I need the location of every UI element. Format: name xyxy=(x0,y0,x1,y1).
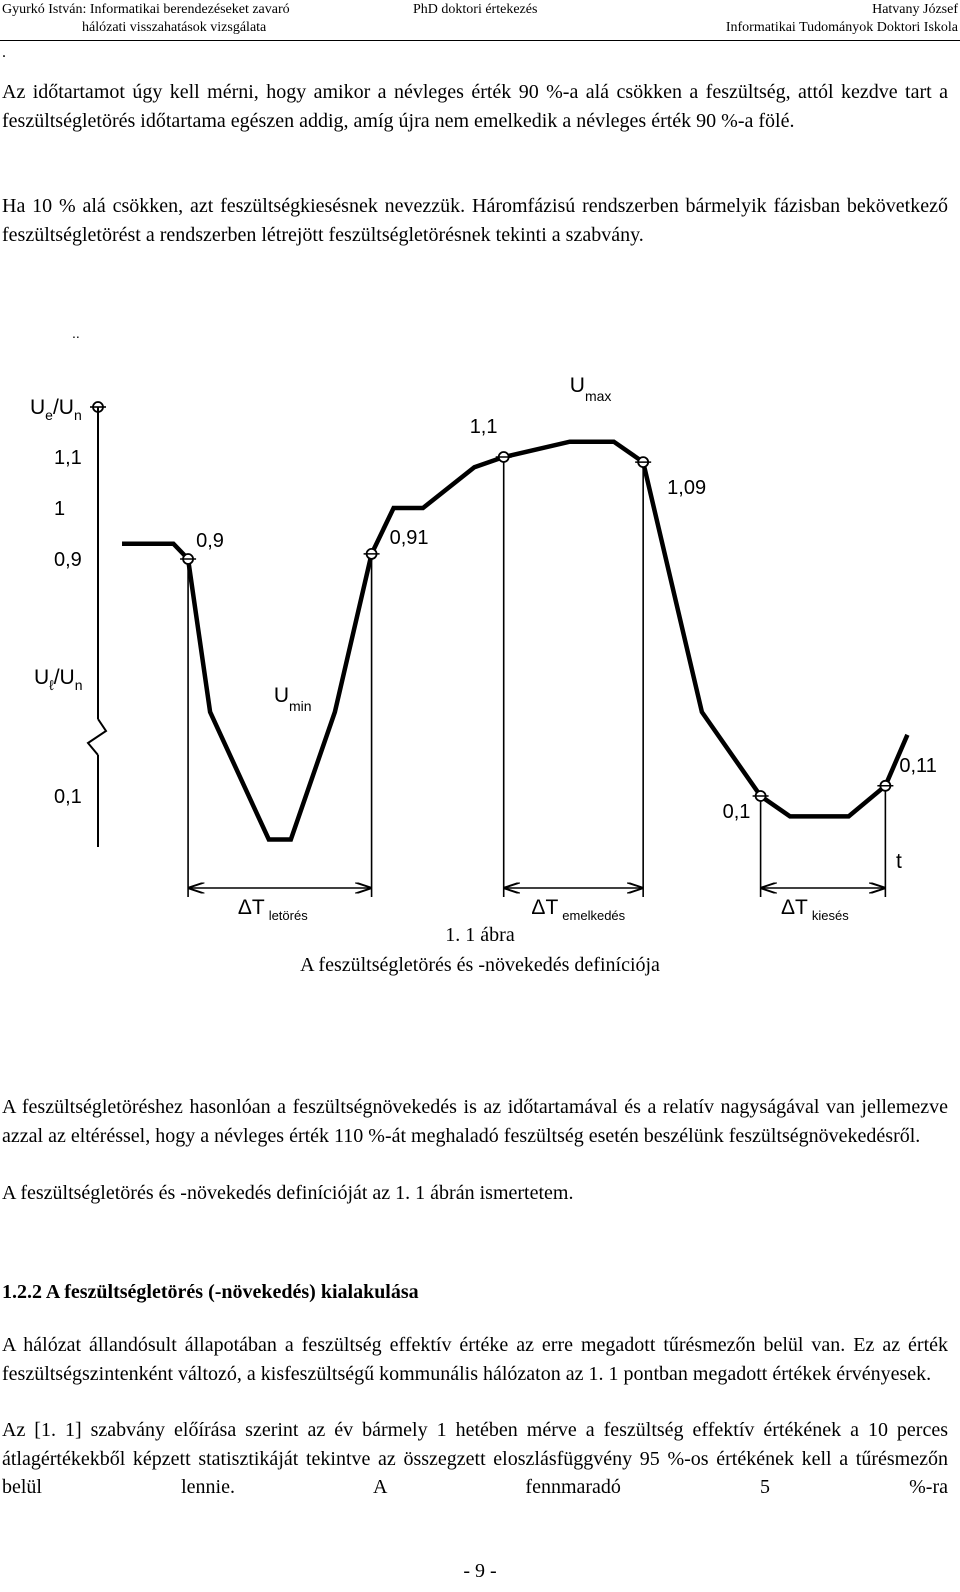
figure-caption-title: A feszültségletörés és -növekedés definíciója xyxy=(300,954,660,976)
point-label: 0,91 xyxy=(389,526,429,549)
header-doc-type: PhD doktori értekezés xyxy=(413,2,538,17)
header-school-1: Hatvany József xyxy=(872,2,958,17)
y-tick-label: 0,1 xyxy=(54,786,82,808)
header-author-title-2: hálózati visszahatások vizsgálata xyxy=(82,20,267,35)
stray-dot: . xyxy=(2,44,6,61)
y-tick-label: 0,9 xyxy=(54,549,82,571)
header-right xyxy=(726,1,958,37)
interval-label: ΔT $_{kiesés}$ xyxy=(780,896,849,922)
y-axis-label-upper: $U_e/U_n$ xyxy=(30,396,82,423)
paragraph-4: A feszültségletörés és -növekedés definícióját az 1. 1 ábrán ismertetem. xyxy=(2,1182,574,1204)
annotation-umin: $U_{min}$ xyxy=(273,684,312,714)
y-axis-break xyxy=(88,719,106,755)
y-tick-label: 1 xyxy=(54,498,66,520)
point-label: 1,09 xyxy=(667,477,707,500)
paragraph-2: Ha 10 % alá csökken, azt feszültségkiesésnek nevezzük. Háromfázisú rendszerben bármelyik fázisban bekövetkező feszültségletörést a rendszerben létrejött feszültségletörésnek tekinti a szabvány. xyxy=(2,195,948,246)
header-center xyxy=(413,1,537,19)
paragraph-6: Az [1. 1] szabvány előírása szerint az év bármely 1 hetében mérve a feszültség effektív értékének a 10 perces átlagértékekből képzett statisztikáját tekintve az összegzett eloszlásfüggvény 95 %-os értékének kell a tűrésmezőn belül lennie. A fennmaradó 5 %-ra xyxy=(2,1419,948,1498)
section-heading: 1.2.2 A feszültségletörés (-növekedés) kialakulása xyxy=(2,1281,419,1303)
point-label: 0,11 xyxy=(899,754,937,777)
y-tick-label: 1,1 xyxy=(54,447,82,469)
voltage-dip-chart xyxy=(0,322,960,922)
voltage-curve xyxy=(122,442,907,840)
interval-label: ΔT $_{letörés}$ xyxy=(237,896,308,922)
header-school-2: Informatikai Tudományok Doktori Iskola xyxy=(725,20,958,35)
figure-caption-number: 1. 1 ábra xyxy=(445,924,515,946)
page-number: - 9 - xyxy=(463,1560,497,1582)
y-axis-label-lower: $U_\ell/U_n$ xyxy=(34,666,83,693)
paragraph-3: A feszültségletöréshez hasonlóan a feszültségnövekedés is az időtartamával és a relatív nagyságával van jellemezve azzal az eltéréssel, hogy a névleges érték 110 %-át meghaladó feszültség esetén beszélünk feszültségnövekedésről. xyxy=(2,1096,948,1147)
point-label: 0,1 xyxy=(722,801,751,823)
paragraph-1: Az időtartamot úgy kell mérni, hogy amikor a névleges érték 90 %-a alá csökken a feszültség, attól kezdve tart a feszültségletörés időtartama egészen addig, amíg újra nem emelkedik a névleges érték 90 %-a fölé. xyxy=(2,81,948,132)
header-left xyxy=(2,1,290,37)
paragraph-5: A hálózat állandósult állapotában a feszültség effektív értéke az erre megadott tűrésmezőn belül van. Ez az érték feszültségszintenként változó, a kisfeszültségű kommunális hálózaton az 1. 1 pontban megadott értékek érvényesek. xyxy=(2,1334,948,1385)
chart-top-mark: .. xyxy=(72,325,80,341)
x-axis-label-t: t xyxy=(896,850,902,873)
interval-label: ΔT $_{emelkedés}$ xyxy=(531,896,626,922)
point-label: 0,9 xyxy=(196,530,224,552)
page-header xyxy=(0,0,960,41)
header-author-title: Gyurkó István: Informatikai berendezéseket zavaró xyxy=(2,2,290,17)
annotation-umax: $U_{max}$ xyxy=(569,374,612,404)
point-label: 1,1 xyxy=(469,416,498,438)
